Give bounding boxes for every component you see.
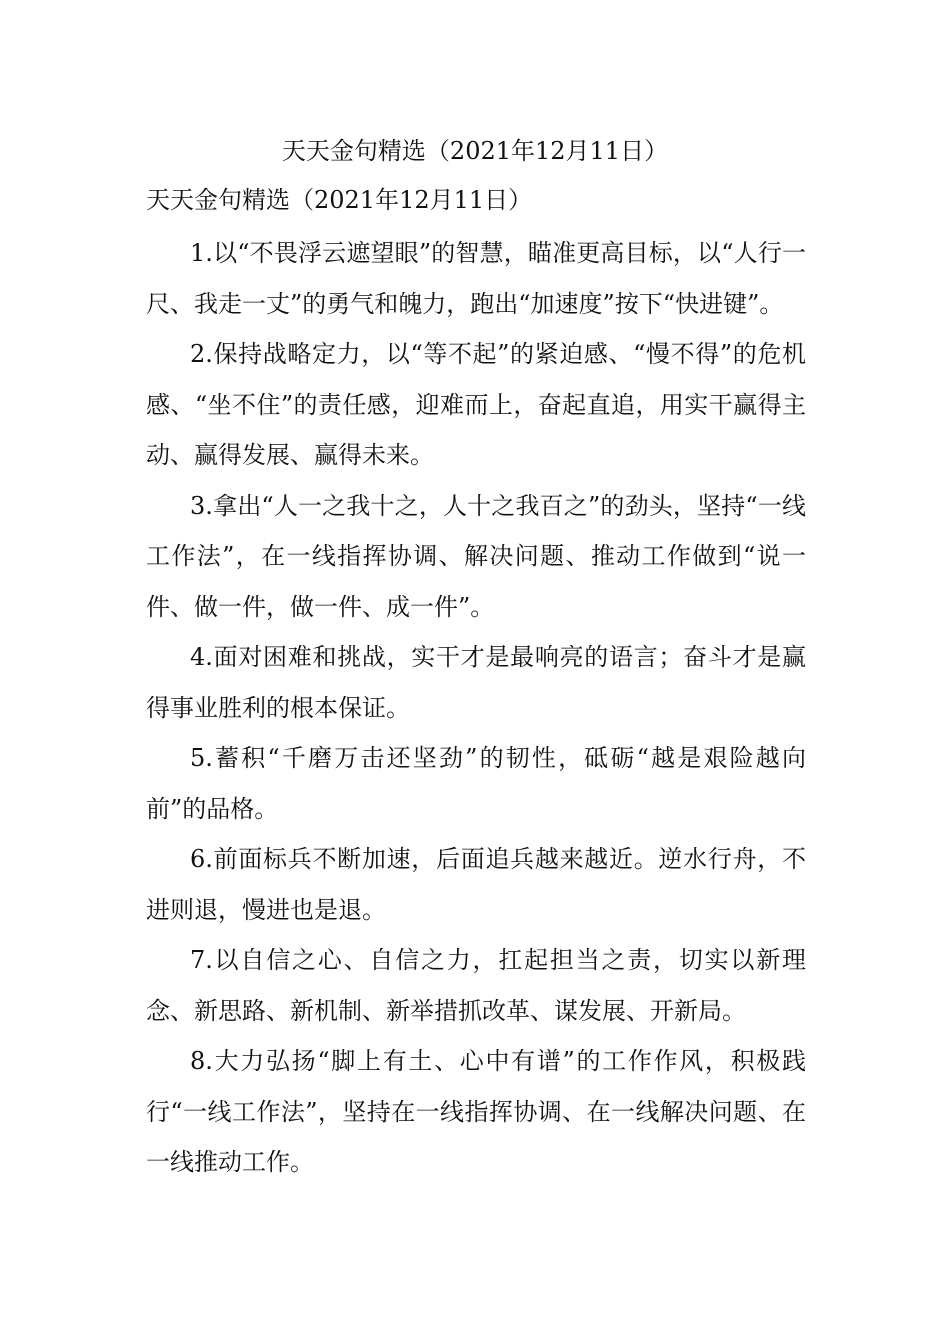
paragraph-7: 7.以自信之心、自信之力，扛起担当之责，切实以新理念、新思路、新机制、新举措抓改革、谋发展、开新局。 — [146, 946, 806, 1025]
paragraph-8: 8.大力弘扬“脚上有土、心中有谱”的工作作风，积极践行“一线工作法”，坚持在一线指挥协调、在一线解决问题、在一线推动工作。 — [146, 1047, 806, 1176]
document-title: 天天金句精选（2021年12月11日） — [281, 137, 669, 165]
paragraph-4: 4.面对困难和挑战，实干才是最响亮的语言；奋斗才是赢得事业胜利的根本保证。 — [146, 643, 806, 722]
paragraph-6: 6.前面标兵不断加速，后面追兵越来越近。逆水行舟，不进则退，慢进也是退。 — [146, 845, 806, 924]
paragraph-1: 1.以“不畏浮云遮望眼”的智慧，瞄准更高目标，以“人行一尺、我走一丈”的勇气和魄力，跑出“加速度”按下“快进键”。 — [146, 239, 806, 318]
paragraph-5: 5.蓄积“千磨万击还坚劲”的韧性，砥砺“越是艰险越向前”的品格。 — [146, 744, 806, 823]
document-body — [146, 228, 806, 1188]
paragraph-3: 3.拿出“人一之我十之，人十之我百之”的劲头，坚持“一线工作法”，在一线指挥协调、解决问题、推动工作做到“说一件、做一件，做一件、成一件”。 — [146, 491, 806, 621]
paragraph-2: 2.保持战略定力，以“等不起”的紧迫感、“慢不得”的危机感、“坐不住”的责任感，迎难而上，奋起直追，用实干赢得主动、赢得发展、赢得未来。 — [146, 340, 806, 469]
document-subtitle: 天天金句精选（2021年12月11日） — [146, 186, 533, 214]
